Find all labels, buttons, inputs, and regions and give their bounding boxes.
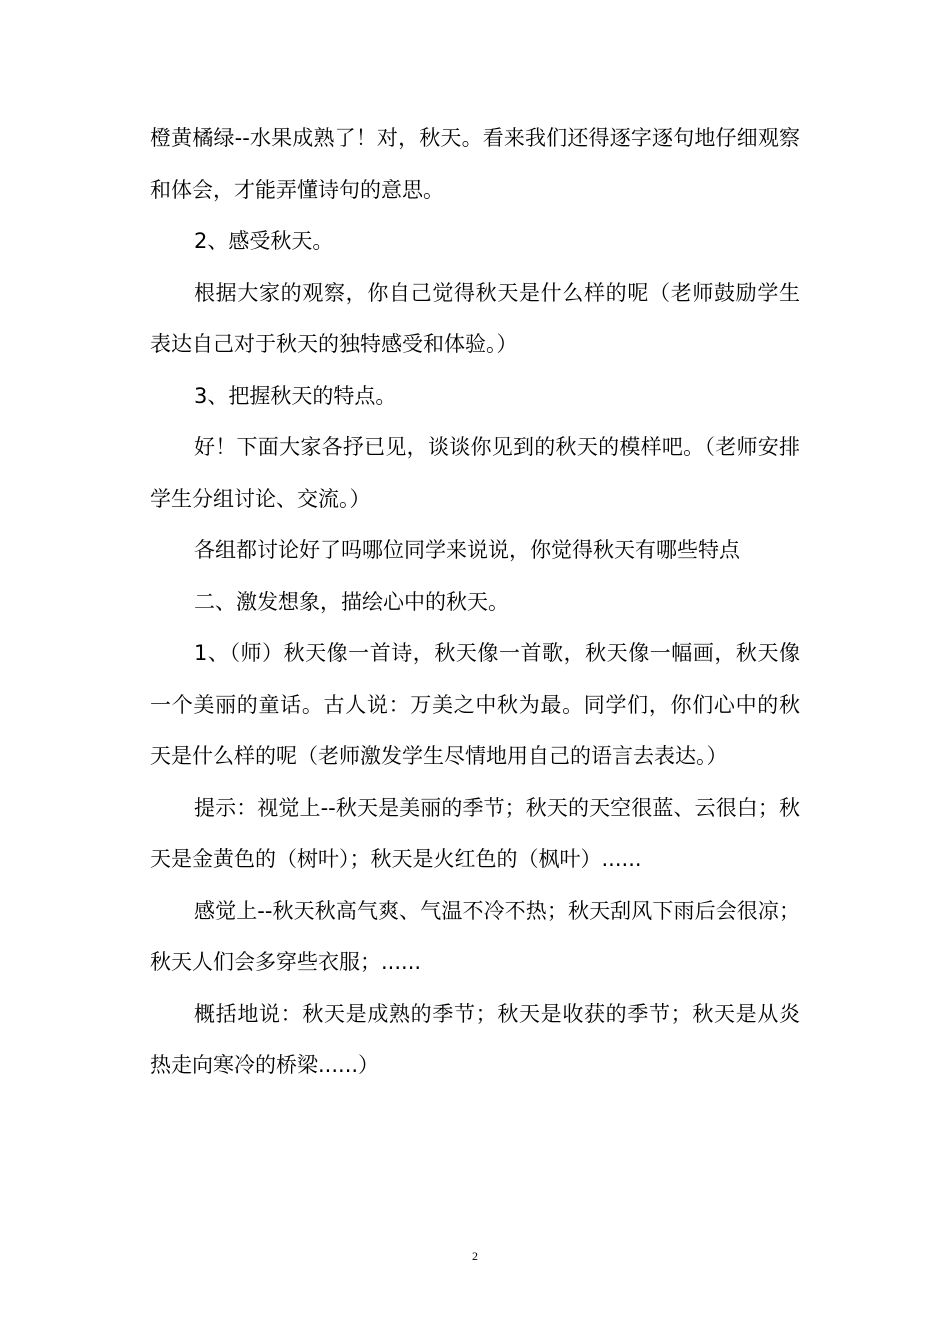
paragraph: 橙黄橘绿--水果成熟了！对，秋天。看来我们还得逐字逐句地仔细观察和体会，才能弄懂诗句的意思。 xyxy=(150,126,800,202)
paragraph: 好！下面大家各抒已见，谈谈你见到的秋天的模样吧。（老师安排学生分组讨论、交流。） xyxy=(150,435,800,511)
paragraph: 1、（师）秋天像一首诗，秋天像一首歌，秋天像一幅画，秋天像一个美丽的童话。古人说：万美之中秋为最。同学们，你们心中的秋天是什么样的呢（老师激发学生尽情地用自己的语言去表达。） xyxy=(150,641,800,768)
paragraph: 二、激发想象，描绘心中的秋天。 xyxy=(194,589,509,614)
paragraph: 根据大家的观察，你自己觉得秋天是什么样的呢（老师鼓励学生表达自己对于秋天的独特感受和体验。） xyxy=(150,280,800,356)
paragraph: 各组都讨论好了吗哪位同学来说说，你觉得秋天有哪些特点 xyxy=(194,538,740,562)
paragraph: 感觉上--秋天秋高气爽、气温不冷不热；秋天刮风下雨后会很凉；秋天人们会多穿些衣服；...... xyxy=(150,898,800,974)
paragraph: 概括地说：秋天是成熟的季节；秋天是收获的季节；秋天是从炎热走向寒冷的桥梁......） xyxy=(150,1001,800,1077)
paragraph: 3、把握秋天的特点。 xyxy=(194,383,397,408)
page-number: 2 xyxy=(472,1249,478,1263)
document-body xyxy=(150,113,800,1092)
paragraph: 2、感受秋天。 xyxy=(194,229,334,253)
paragraph: 提示：视觉上--秋天是美丽的季节；秋天的天空很蓝、云很白；秋天是金黄色的（树叶）；秋天是火红色的（枫叶）...... xyxy=(150,795,800,871)
